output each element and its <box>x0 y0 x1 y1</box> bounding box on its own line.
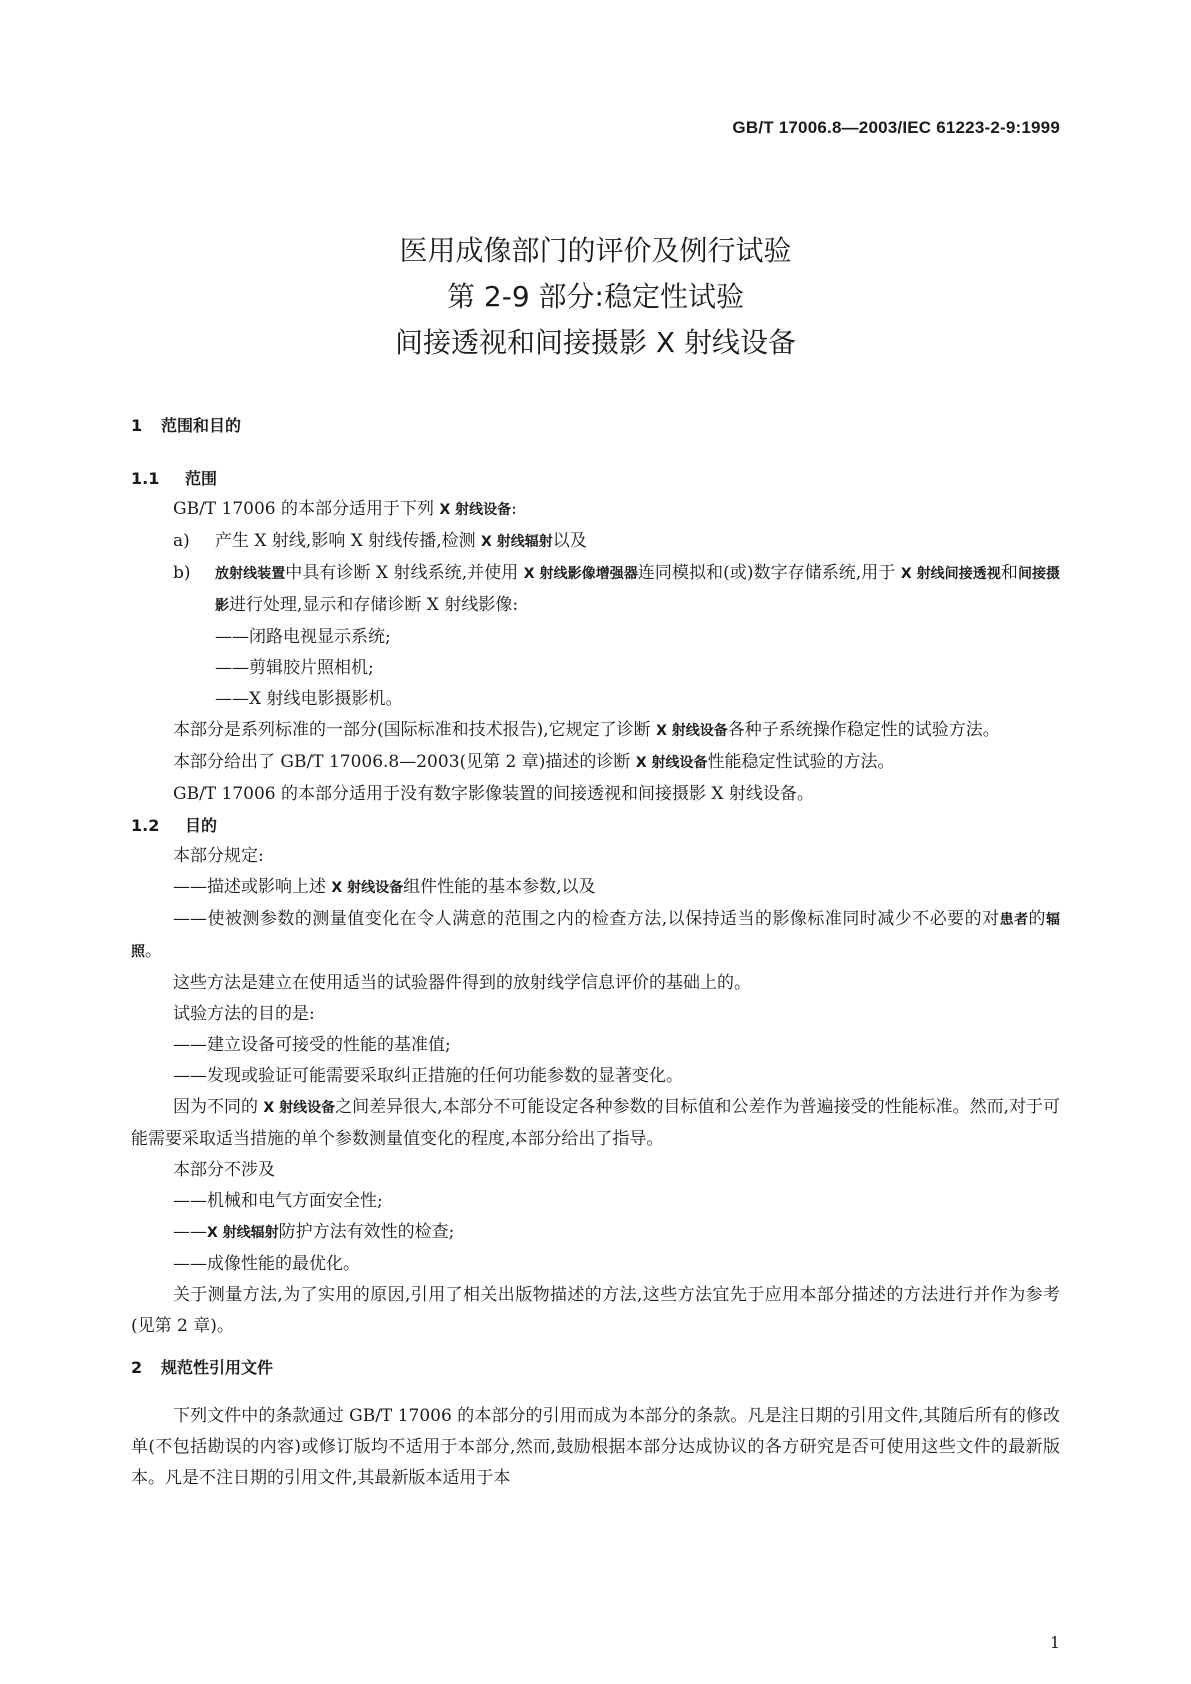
title-line-2: 第 2-9 部分:稳定性试验 <box>447 280 744 313</box>
text-run: ——使被测参数的测量值变化在令人满意的范围之内的检查方法,以保持适当的影像标准同时减少不必要的对 <box>173 909 1000 929</box>
list-item <box>173 558 1060 622</box>
text-run: 的 <box>1028 909 1047 929</box>
section-1-1-heading <box>131 463 1060 494</box>
paragraph: 试验方法的目的是: <box>173 1004 315 1024</box>
text-run: 之间差异很大,本部分不可能设定各种参数的目标值和公差作为普遍接受的性能标准。然而,对于可能需要采取适当措施的单个参数测量值变化的程度,本部分给出了指导。 <box>131 1097 1061 1149</box>
text-run: 防护方法有效性的检查; <box>278 1222 455 1242</box>
term: X 射线设备 <box>635 755 708 771</box>
text-run: 组件性能的基本参数,以及 <box>403 877 596 897</box>
section-1-heading <box>131 410 1060 441</box>
term: X 射线设备 <box>656 723 728 739</box>
standard-code: GB/T 17006.8—2003/IEC 61223-2-9:1999 <box>732 118 1060 137</box>
text-run: 中具有诊断 X 射线系统,并使用 <box>285 563 524 583</box>
paragraph <box>131 1092 1060 1155</box>
term: 放射线装置 <box>215 566 286 582</box>
title-line-1: 医用成像部门的评价及例行试验 <box>399 234 792 267</box>
text-run: 本部分给出了 GB/T 17006.8—2003(见第 2 章)描述的诊断 <box>173 752 636 772</box>
list-item-text <box>215 558 1060 622</box>
page-number: 1 <box>1049 1633 1060 1652</box>
dash-item: ——机械和电气方面安全性; <box>173 1191 383 1211</box>
term: X 射线设备 <box>439 502 512 518</box>
text-run: 本部分是系列标准的一部分(国际标准和技术报告),它规定了诊断 <box>173 720 657 740</box>
term: X 射线设备 <box>331 880 404 896</box>
text-run: 连同模拟和(或)数字存储系统,用于 <box>637 563 901 583</box>
text-run: GB/T 17006 的本部分适用于下列 <box>173 499 440 519</box>
section-title: 规范性引用文件 <box>161 1358 274 1377</box>
dash-item: ——闭路电视显示系统; <box>215 627 391 647</box>
paragraph: 本部分规定: <box>173 846 264 866</box>
term: X 射线影像增强器 <box>523 566 638 582</box>
list-item <box>173 526 1060 558</box>
text-run: : <box>511 499 517 519</box>
text-run: —— <box>173 1222 207 1242</box>
text-run: 以及 <box>552 531 587 551</box>
list-marker: a) <box>173 531 190 551</box>
dash-item: ——成像性能的最优化。 <box>173 1254 360 1274</box>
text-run: 各种子系统操作稳定性的试验方法。 <box>727 720 1000 740</box>
dash-item: ——建立设备可接受的性能的基准值; <box>173 1035 451 1055</box>
section-number: 2 <box>131 1358 143 1377</box>
term: 间接摄影 <box>215 566 1061 614</box>
paragraph <box>131 747 1060 779</box>
section-2-heading <box>131 1352 1060 1383</box>
text-run: ——描述或影响上述 <box>173 877 332 897</box>
dash-item: ——剪辑胶片照相机; <box>215 658 374 678</box>
dash-item: ——发现或验证可能需要采取纠正措施的任何功能参数的显著变化。 <box>173 1066 683 1086</box>
term: 辐照 <box>131 912 1061 960</box>
paragraph <box>131 494 1060 526</box>
text-run: 和 <box>1000 563 1018 583</box>
dash-item: ——X 射线电影摄影机。 <box>215 689 403 709</box>
paragraph: 本部分不涉及 <box>173 1160 275 1180</box>
term: X 射线辐射 <box>207 1225 279 1241</box>
section-number: 1 <box>131 416 143 435</box>
term: X 射线间接透视 <box>900 566 1001 582</box>
section-number: 1.2 <box>131 816 160 835</box>
text-run: 性能稳定性试验的方法。 <box>707 752 895 772</box>
paragraph <box>131 715 1060 747</box>
term: X 射线设备 <box>263 1100 336 1116</box>
document-body <box>131 410 1060 1494</box>
document-title <box>0 228 1191 366</box>
section-1-2-heading <box>131 810 1060 841</box>
term: X 射线辐射 <box>481 534 553 550</box>
title-line-3: 间接透视和间接摄影 X 射线设备 <box>395 326 796 359</box>
list-marker: b) <box>173 563 191 583</box>
text-run: 产生 X 射线,影响 X 射线传播,检测 <box>215 531 482 551</box>
section-number: 1.1 <box>131 469 160 488</box>
paragraph: 这些方法是建立在使用适当的试验器件得到的放射线学信息评价的基础上的。 <box>173 973 751 993</box>
dash-paragraph <box>131 904 1060 968</box>
list-item-text <box>215 526 1060 558</box>
list <box>131 526 1060 622</box>
paragraph: GB/T 17006 的本部分适用于没有数字影像装置的间接透视和间接摄影 X 射线设备。 <box>173 784 814 804</box>
section-title: 范围 <box>185 469 218 488</box>
section-title: 范围和目的 <box>161 416 242 435</box>
paragraph: 关于测量方法,为了实用的原因,引用了相关出版物描述的方法,这些方法宜先于应用本部分描述的方法进行并作为参考(见第 2 章)。 <box>131 1285 1060 1336</box>
text-run: 因为不同的 <box>173 1097 264 1117</box>
dash-item <box>131 1217 1060 1249</box>
text-run: 。 <box>145 941 162 961</box>
section-title: 目的 <box>185 816 218 835</box>
text-run: 进行处理,显示和存储诊断 X 射线影像: <box>229 595 519 615</box>
term: 患者 <box>999 912 1029 928</box>
dash-item <box>131 872 1060 904</box>
paragraph: 下列文件中的条款通过 GB/T 17006 的本部分的引用而成为本部分的条款。凡是注日期的引用文件,其随后所有的修改单(不包括勘误的内容)或修订版均不适用于本部分,然而,鼓励根据本部分达成协议的各方研究是否可使用这些文件的最新版本。凡是不注日期的引用文件,其最新版本适用于本 <box>131 1406 1060 1488</box>
